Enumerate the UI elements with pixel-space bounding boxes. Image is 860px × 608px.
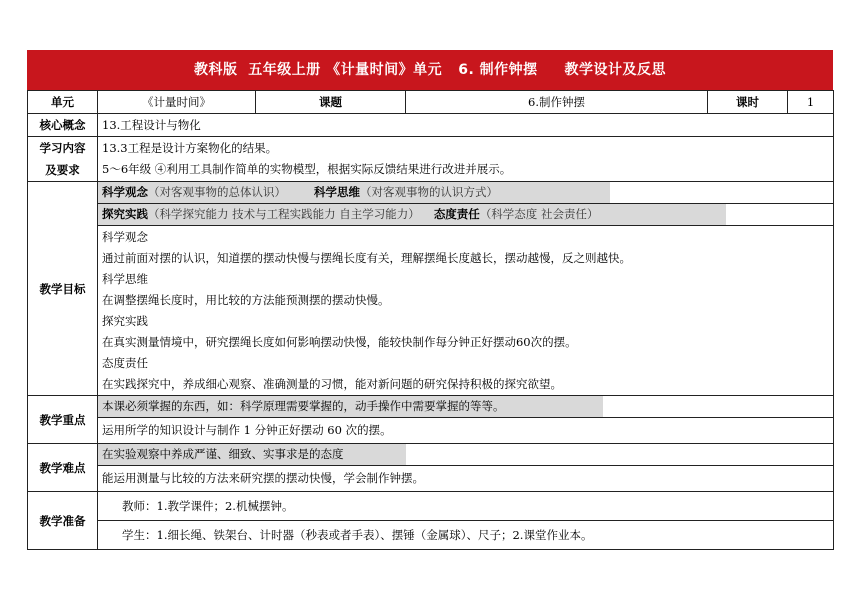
tag-science-concept: 科学观念 <box>102 185 148 199</box>
lesson-label: 课题 <box>256 91 406 114</box>
core-concept-label: 核心概念 <box>28 114 98 137</box>
lesson-value: 6.制作钟摆 <box>406 91 708 114</box>
prep-teacher: 教师：1.教学课件；2.机械摆钟。 <box>98 492 834 521</box>
tag-attitude-responsibility-desc: （科学态度 社会责任） <box>479 207 599 221</box>
goal-text-inquiry-practice: 在真实测量情境中，研究摆绳长度如何影响摆动快慢，能较快制作每分钟正好摆动60次的摆。 <box>102 335 577 349</box>
goal-heading-science-concept: 科学观念 <box>102 230 148 244</box>
learning-content-line2: 5～6年级 ④利用工具制作简单的实物模型，根据实际反馈结果进行改进并展示。 <box>102 162 512 176</box>
goals-tag-row-2 <box>28 204 834 226</box>
key-points-hint-row <box>28 396 834 418</box>
tag-science-thinking: 科学思维 <box>314 185 360 199</box>
hours-value: 1 <box>788 91 834 114</box>
learning-content-value <box>98 137 834 182</box>
goals-detail <box>98 226 834 396</box>
key-points-label: 教学重点 <box>28 396 98 444</box>
unit-value: 《计量时间》 <box>98 91 256 114</box>
learning-content-label-line1: 学习内容 <box>39 141 86 155</box>
goals-tag-row-1 <box>28 182 834 204</box>
difficult-points-value: 能运用测量与比较的方法来研究摆的摆动快慢，学会制作钟摆。 <box>98 466 834 492</box>
learning-content-line1: 13.3工程是设计方案物化的结果。 <box>102 141 278 155</box>
tag-attitude-responsibility: 态度责任 <box>433 207 480 221</box>
learning-content-row <box>28 137 834 182</box>
difficult-points-value-row <box>28 466 834 492</box>
goals-tag-line-2 <box>98 204 726 225</box>
goal-heading-science-thinking: 科学思维 <box>102 272 148 286</box>
page-title: 教科版 五年级上册 《计量时间》单元 6. 制作钟摆 教学设计及反思 <box>27 50 833 90</box>
learning-content-label <box>28 137 98 182</box>
difficult-points-hint: 在实验观察中养成严谨、细致、实事求是的态度 <box>98 444 406 465</box>
difficult-points-label: 教学难点 <box>28 444 98 492</box>
tag-inquiry-practice: 探究实践 <box>102 207 148 221</box>
difficult-points-hint-row <box>28 444 834 466</box>
lesson-plan-sheet <box>27 50 833 550</box>
tag-inquiry-practice-desc: （科学探究能力 技术与工程实践能力 自主学习能力） <box>148 207 420 221</box>
unit-label: 单元 <box>28 91 98 114</box>
goal-text-attitude: 在实践探究中，养成细心观察、准确测量的习惯，能对新问题的研究保持积极的探究欲望。 <box>102 377 562 391</box>
goal-heading-attitude: 态度责任 <box>102 356 148 370</box>
core-concept-row <box>28 114 834 137</box>
prep-teacher-row <box>28 492 834 521</box>
teaching-prep-label: 教学准备 <box>28 492 98 550</box>
learning-content-label-line2: 及要求 <box>45 163 80 177</box>
goals-tag-line-1 <box>98 182 610 203</box>
key-points-value: 运用所学的知识设计与制作 1 分钟正好摆动 60 次的摆。 <box>98 418 834 444</box>
key-points-hint: 本课必须掌握的东西，如：科学原理需要掌握的，动手操作中需要掌握的等等。 <box>98 396 603 417</box>
goal-heading-inquiry-practice: 探究实践 <box>102 314 148 328</box>
lesson-table <box>27 90 834 550</box>
tag-science-thinking-desc: （对客观事物的认识方式） <box>360 185 498 199</box>
hours-label: 课时 <box>708 91 788 114</box>
core-concept-value: 13.工程设计与物化 <box>98 114 834 137</box>
goal-text-science-thinking: 在调整摆绳长度时，用比较的方法能预测摆的摆动快慢。 <box>102 293 390 307</box>
teaching-goals-label: 教学目标 <box>28 182 98 396</box>
header-row <box>28 91 834 114</box>
prep-student-row <box>28 521 834 550</box>
tag-science-concept-desc: （对客观事物的总体认识） <box>148 185 286 199</box>
goals-detail-row <box>28 226 834 396</box>
prep-student: 学生：1.细长绳、铁架台、计时器（秒表或者手表）、摆锤（金属球）、尺子；2.课堂作业本。 <box>98 521 834 550</box>
key-points-value-row <box>28 418 834 444</box>
goal-text-science-concept: 通过前面对摆的认识，知道摆的摆动快慢与摆绳长度有关，理解摆绳长度越长，摆动越慢，反之则越快。 <box>102 251 631 265</box>
